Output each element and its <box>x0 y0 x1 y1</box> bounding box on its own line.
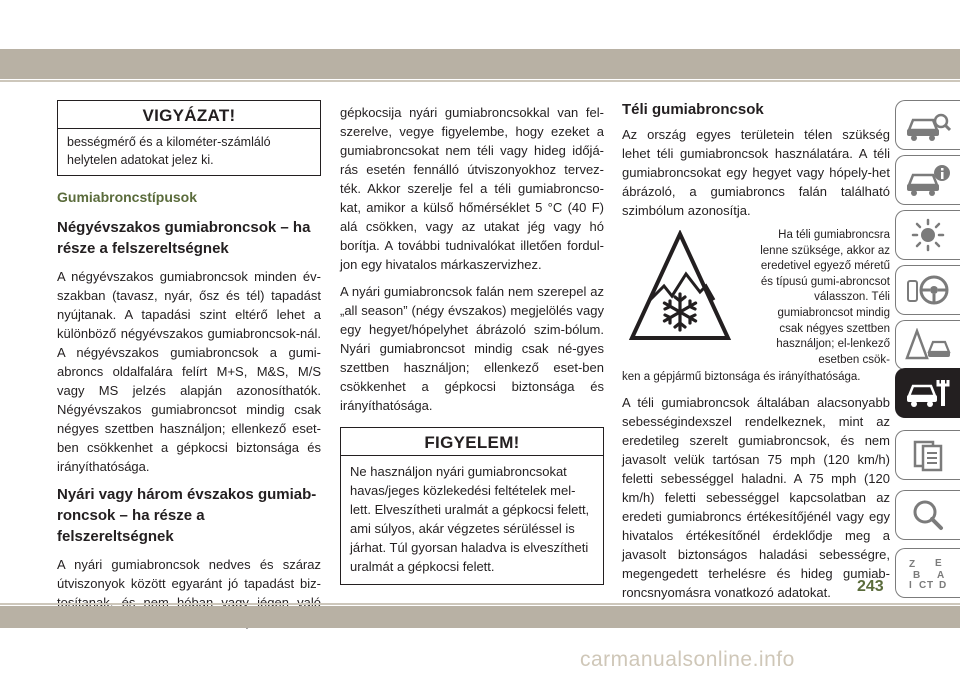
car-service-icon <box>905 376 951 410</box>
tab-steering[interactable] <box>895 265 960 315</box>
index-letter: A <box>937 570 945 581</box>
warning-text: Ne használjon nyári gumiabroncsokat havas/jeges közlekedési feltételek mel-lett. Elveszítheti uralmát a gépkocsi felett, ami súlyos, akár végzetes sérüléssel is járhat. Túl gyorsan haladva is elveszítheti uralmát a gépkocsi felett. <box>350 464 590 574</box>
index-letter: D <box>939 580 947 590</box>
tab-lights[interactable] <box>895 210 960 260</box>
car-info-icon <box>905 163 951 197</box>
paragraph-summer: A nyári gumiabroncsok nedves és száraz útviszonyok között egyaránt jó tapadást biz- <box>57 557 321 591</box>
paragraph-winter-speed: A téli gumiabroncsok általában alacsonyabb sebességindexszel rendelkeznek, mint az eredetileg szerelt gumiabroncsok, és nem javasolt velük tartósan 75 mph (120 km/h) feletti sebességgel haladni. A 75 mph (120 km/h) feletti sebességgel kapcsolatban az eredeti gumiabroncs értékesítőjénél vagy egy hivatalos értékesítőnél érdeklődje meg a javasolt biztonságos haladási sebességre, megengedett terhelésre és hideg gumiab-roncsnyomásra vonatkozó adatokat. <box>622 395 890 600</box>
index-letter: E <box>935 558 942 569</box>
tab-car-search[interactable] <box>895 100 960 150</box>
index-letter: T <box>927 580 934 590</box>
header-rule <box>0 80 960 82</box>
paragraph-all-season: A négyévszakos gumiabroncsok minden év-szakban (tavasz, nyár, ősz és tél) tapadást nyújtanak. A tapadási szint eltérő lehet a különböző négyévszakos gumiabroncsok-nál. A négyévszakos gumiabroncsok a gumi-abroncs oldalfalára felírt M+S, M&S, M/S vagy MS jelzés alapján azonosíthatók. Négyévszakos gumiabroncsot mindig csak négyes szettben használjon; ellenkező eset-ben csökkenhet a gépkocsi biztonsága és irányíthatósága. <box>57 269 321 474</box>
snowflake-caption: Ha téli gumiabroncsra lenne szüksége, akkor az eredetivel egyező méretű és típusú gumi-abroncsot válasszon. Téli gumiabroncsot mindig csak négyes szettben használjon; el-lenkező esetben csök- <box>760 229 890 366</box>
header-band <box>0 49 960 79</box>
snowflake-caption-cont: ken a gépjármű biztonsága és irányíthatósága. <box>622 371 861 383</box>
watermark: carmanualsonline.info <box>580 648 795 671</box>
index-letter: Z <box>909 559 916 570</box>
warning-title: FIGYELEM! <box>341 428 603 456</box>
mountain-snowflake-icon <box>628 230 732 342</box>
paragraph-summer-cont: gépkocsija nyári gumiabroncsokkal van fel-szerelve, vegye figyelembe, hogy ezeket a gumiabroncsokat nem téli vagy hideg időjá-rás esetén fennálló útviszonyokhoz tervez-ték. Akkor szerelje fel a téli gumiabroncso-kat, amikor a külső hőmérséklet 5 °C (40 F) alá csökken, vagy az utakat jég vagy hó borítja. A további tudnivalókat illetően fordul-jon egy hivatalos márkaszervizhez. <box>340 105 604 272</box>
tab-search[interactable] <box>895 490 960 540</box>
footer-band <box>0 606 960 628</box>
documents-icon <box>905 438 951 472</box>
alphabet-index-icon <box>905 556 951 590</box>
warning-box <box>340 427 604 585</box>
paragraph-summer-marking: A nyári gumiabroncsok falán nem szerepel az „all season” (négy évszakos) megjelölés vagy egy hegyet/hópelyhet ábrázoló szim-bólum. Nyári gumiabroncsot mindig csak né-gyes szettben használjon; ellenkező eset-ben csökkenhet a gépkocsi biztonsága és irányíthatósága. <box>340 284 604 413</box>
column-2 <box>340 103 604 597</box>
caution-title: VIGYÁZAT! <box>58 101 320 129</box>
heading-winter-tires: Téli gumiabroncsok <box>622 101 764 118</box>
car-search-icon <box>905 108 951 142</box>
caution-box <box>57 100 321 176</box>
index-letter: C <box>919 580 927 590</box>
tab-car-service[interactable] <box>895 368 960 418</box>
tab-warning[interactable] <box>895 320 960 370</box>
tab-alphabet-index[interactable] <box>895 548 960 598</box>
page-number: 243 <box>857 578 884 595</box>
light-icon <box>905 218 951 252</box>
footer-rule <box>0 603 960 605</box>
column-1 <box>57 100 321 639</box>
paragraph-winter-intro: Az ország egyes területein télen szükség lehet téli gumiabroncsok használatára. A téli gumiabroncsokat egy hegyet vagy hópely-het ábrázoló, a gumiabroncs falán található szimbólum azonosítja. <box>622 127 890 218</box>
tab-car-info[interactable] <box>895 155 960 205</box>
index-letter: I <box>909 580 912 590</box>
section-title-tire-types: Gumiabroncstípusok <box>57 189 198 205</box>
tab-documents[interactable] <box>895 430 960 480</box>
steering-wheel-icon <box>905 273 951 307</box>
subheading-all-season: Négyévszakos gumiabroncsok – ha része a felszereltségnek <box>57 219 311 257</box>
index-letter: B <box>913 570 921 581</box>
column-3 <box>622 100 890 610</box>
caution-text: bességmérő és a kilométer-számláló helytelen adatokat jelez ki. <box>67 135 271 167</box>
snowflake-figure <box>622 228 890 368</box>
search-icon <box>905 498 951 532</box>
subheading-summer: Nyári vagy három évszakos gumiab-roncsok – ha része a felszereltségnek <box>57 486 317 545</box>
warning-triangle-icon <box>905 328 951 362</box>
